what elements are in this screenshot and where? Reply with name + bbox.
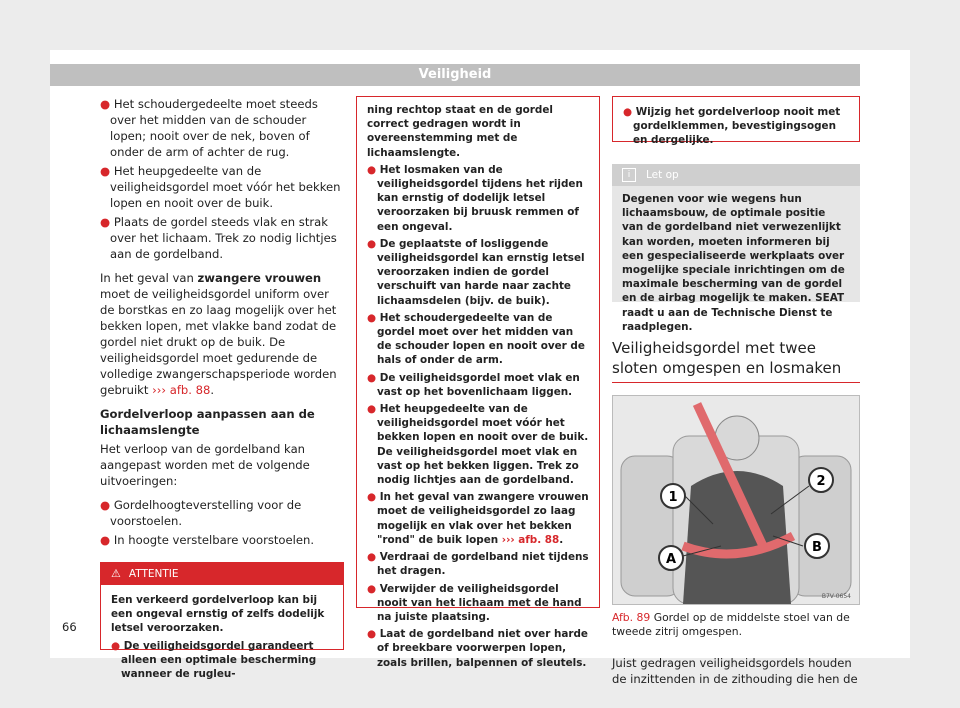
- paragraph: Het verloop van de gordelband kan aangepast worden met de volgende uitvoeringen:: [100, 442, 310, 488]
- warning-bullet: ● De veiligheidsgordel moet vlak en vast op het bovenlichaam liggen.: [367, 371, 580, 398]
- column-2: [356, 96, 600, 669]
- warning-bullet: ● De veiligheidsgordel garandeert alleen een optimale bescherming wanneer de rugleu-: [111, 639, 317, 681]
- warning-bullet: ● In het geval van zwangere vrouwen moet de veiligheidsgordel zo laag mogelijk en vlak over het bekken "rond" de buik lopen ››› afb. 88.: [367, 491, 589, 546]
- warning-bullet: ● Het heupgedeelte van de veiligheidsgordel moet vóór het bekken lopen en nooit over de buik. De veiligheidsgordel moet vlak en vast op het bekken liggen. Trek zo nodig lichtjes aan de gordelband.: [367, 403, 589, 487]
- warning-text: ning rechtop staat en de gordel correct gedragen wordt in overeenstemming met de lichaamslengte.: [367, 104, 553, 159]
- note-box: [612, 164, 860, 333]
- figure-caption: Afb. 89 Gordel op de middelste stoel van de tweede zitrij omgespen.: [612, 611, 850, 638]
- paragraph: In het geval van zwangere vrouwen moet de veiligheidsgordel uniform over de borstkas en zo laag mogelijk over het bekken lopen, met vlakke band zodat de gordel niet drukt op de buik. De veiligheidsgordel moet gedurende de volledige zwangerschapsperiode worden gebruikt ››› afb. 88.: [100, 271, 337, 397]
- note-text: Degenen voor wie wegens hun lichaamsbouw, de optimale positie van de gordelband niet verwezenlijkt kan worden, moeten informeren bij een gespecialiseerde werkplaats over mogelijke speciale inrichtingen om de maximale bescherming van de gordel en de airbag mogelijk te maken. SEAT raadt u aan de Technische Dienst te raadplegen.: [622, 193, 845, 333]
- warning-triangle-icon: ⚠: [111, 567, 121, 580]
- callout-b: B: [812, 540, 822, 555]
- warning-box: [100, 562, 344, 681]
- callout-a: A: [665, 552, 677, 567]
- section-title: Veiligheidsgordel met twee sloten omgespen en losmaken: [612, 338, 860, 383]
- warning-bullet: ● Het schoudergedeelte van de gordel moet over het midden van de schouder lopen en nooit over de hals of onder de arm.: [367, 311, 585, 367]
- warning-bullet: ● De geplaatste of losliggende veiligheidsgordel kan ernstig letsel veroorzaken indien de gordel verschuift van harde naar zachte lichaamsdelen (bijv. de buik).: [367, 237, 585, 307]
- note-header: i Let op: [612, 164, 860, 186]
- warning-box-continued: [612, 96, 860, 147]
- page-number: 66: [62, 620, 77, 634]
- column-1: [100, 96, 344, 681]
- warning-text: Een verkeerd gordelverloop kan bij een ongeval ernstig of zelfs dodelijk letsel veroorzaken.: [111, 594, 325, 635]
- info-icon: i: [622, 168, 636, 182]
- figure-link[interactable]: ››› afb. 88: [501, 533, 560, 546]
- callout-1: 1: [668, 490, 678, 505]
- warning-bullet: ● Verwijder de veiligheidsgordel nooit van het lichaam met de hand na juiste plaatsing.: [367, 582, 582, 623]
- warning-box-continued: [356, 96, 600, 669]
- warning-bullet: ● Het losmaken van de veiligheidsgordel tijdens het rijden kan ernstig of dodelijk letsel veroorzaken bij bruusk remmen of een ongeval.: [367, 163, 583, 233]
- bullet-item: ● Het schoudergedeelte moet steeds over het midden van de schouder lopen; nooit over de nek, boven of onder de arm of achter de rug.: [100, 97, 318, 159]
- bullet-item: ● Gordelhoogteverstelling voor de voorstoelen.: [100, 498, 302, 528]
- paragraph: Juist gedragen veiligheidsgordels houden de inzittenden in de zithouding die hen de: [612, 656, 858, 686]
- seatbelt-illustration: [613, 396, 859, 604]
- warning-bullet: ● Wijzig het gordelverloop nooit met gordelklemmen, bevestigingsogen en dergelijke.: [623, 106, 841, 147]
- warning-header: ⚠ ATTENTIE: [101, 563, 343, 585]
- column-3: [612, 96, 860, 690]
- bullet-item: ● Het heupgedeelte van de veiligheidsgordel moet vóór het bekken lopen en nooit over de buik.: [100, 164, 341, 210]
- page-header: Veiligheid: [50, 64, 860, 86]
- figure-code: B7V-0654: [821, 593, 851, 600]
- warning-bullet: ● Verdraai de gordelband niet tijdens het dragen.: [367, 551, 589, 578]
- bullet-item: ● In hoogte verstelbare voorstoelen.: [100, 533, 315, 547]
- callout-2: 2: [816, 474, 826, 489]
- bullet-item: ● Plaats de gordel steeds vlak en strak over het lichaam. Trek zo nodig lichtjes aan de gordelband.: [100, 215, 337, 261]
- subheading: Gordelverloop aanpassen aan de lichaamslengte: [100, 407, 315, 437]
- figure-link[interactable]: ››› afb. 88: [152, 383, 211, 397]
- warning-bullet: ● Laat de gordelband niet over harde of breekbare voorwerpen lopen, zoals brillen, balpennen of sleutels.: [367, 628, 588, 669]
- figure-seatbelt: [612, 395, 860, 605]
